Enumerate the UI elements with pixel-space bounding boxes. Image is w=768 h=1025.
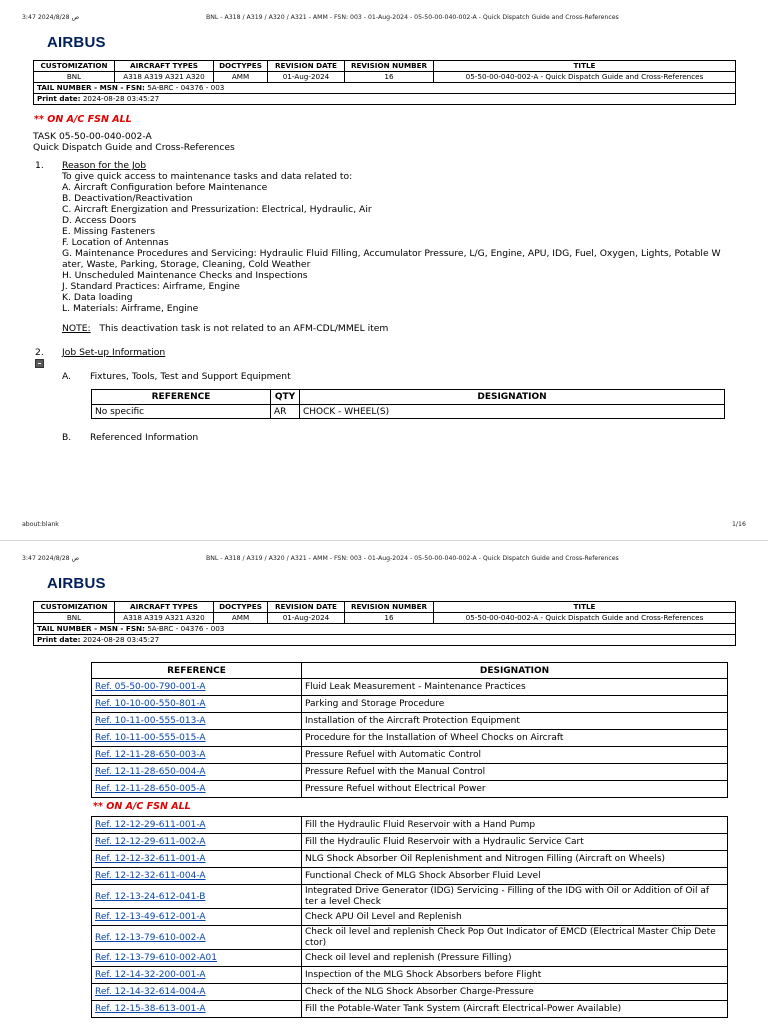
- reason-item: D. Access Doors: [62, 215, 137, 226]
- reason-item: F. Location of Antennas: [62, 237, 169, 248]
- table-row: [92, 885, 728, 909]
- meta-value: 05-50-00-040-002-A - Quick Dispatch Guide and Cross-References: [434, 613, 736, 624]
- table-row: [92, 730, 728, 747]
- table-row: No specific AR CHOCK - WHEEL(S): [92, 405, 725, 419]
- reason-item: L. Materials: Airframe, Engine: [62, 303, 199, 314]
- reference-designation: Check oil level and replenish Check Pop Out Indicator of EMCD (Electrical Master Chip Dete: [305, 926, 716, 937]
- reference-designation: Fluid Leak Measurement - Maintenance Practices: [305, 681, 526, 692]
- subsection-number: A.: [62, 371, 72, 382]
- reference-link[interactable]: Ref. 12-12-32-611-001-A: [95, 854, 206, 864]
- meta-value: 16: [345, 613, 434, 624]
- table-row: [92, 1001, 728, 1018]
- print-time: 3:47 ص 2024/8/28: [22, 555, 80, 562]
- section-heading: Job Set-up Information: [62, 347, 166, 358]
- table-row: [92, 781, 728, 798]
- meta-value: 16: [345, 72, 434, 83]
- table-row: [92, 984, 728, 1001]
- reference-link[interactable]: Ref. 12-15-38-613-001-A: [95, 1004, 206, 1014]
- task-title: Quick Dispatch Guide and Cross-References: [33, 142, 235, 153]
- fsn-applicability: ** ON A/C FSN ALL: [34, 114, 132, 125]
- print-doc-title: BNL - A318 / A319 / A320 / A321 - AMM - FSN: 003 - 01-Aug-2024 - 05-50-00-040-002-A - Quick Dispatch Guide and Cross-References: [206, 14, 619, 21]
- meta-value: A318 A319 A321 A320: [115, 613, 214, 624]
- collapse-icon[interactable]: [35, 359, 44, 368]
- reference-designation: Inspection of the MLG Shock Absorbers before Flight: [305, 969, 542, 980]
- reference-link[interactable]: Ref. 05-50-00-790-001-A: [95, 682, 206, 692]
- reference-link[interactable]: Ref. 12-14-32-200-001-A: [95, 970, 206, 980]
- meta-header: REVISION NUMBER: [345, 61, 434, 72]
- table-row: [92, 851, 728, 868]
- reference-link[interactable]: Ref. 10-10-00-550-801-A: [95, 699, 206, 709]
- meta-value: 05-50-00-040-002-A - Quick Dispatch Guide and Cross-References: [434, 72, 736, 83]
- reference-link[interactable]: Ref. 12-12-29-611-002-A: [95, 837, 206, 847]
- reference-link[interactable]: Ref. 12-11-28-650-004-A: [95, 767, 206, 777]
- reason-item: ater, Waste, Parking, Storage, Cleaning, Cold Weather: [62, 259, 311, 270]
- meta-header: CUSTOMIZATION: [34, 61, 115, 72]
- table-row: [92, 868, 728, 885]
- reference-designation: Check oil level and replenish (Pressure Filling): [305, 952, 512, 963]
- table-row: [92, 950, 728, 967]
- reason-item: E. Missing Fasteners: [62, 226, 155, 237]
- footer-page: 1/16: [732, 521, 746, 528]
- page-2: [0, 540, 768, 1025]
- reference-link[interactable]: Ref. 12-13-79-610-002-A01: [95, 953, 217, 963]
- meta-header: DOCTYPES: [214, 602, 268, 613]
- subsection-referenced: [33, 432, 199, 443]
- table-header: DESIGNATION: [302, 663, 728, 679]
- subsection-title: Fixtures, Tools, Test and Support Equipment: [90, 371, 291, 382]
- table-row: [92, 696, 728, 713]
- table-row: [92, 834, 728, 851]
- meta-header: AIRCRAFT TYPES: [115, 61, 214, 72]
- reason-item: C. Aircraft Energization and Pressurization: Electrical, Hydraulic, Air: [62, 204, 372, 215]
- reference-link[interactable]: Ref. 12-11-28-650-003-A: [95, 750, 206, 760]
- table-row: [92, 747, 728, 764]
- meta-header: REVISION DATE: [268, 602, 345, 613]
- reference-link[interactable]: Ref. 12-13-24-612-041-B: [95, 891, 206, 902]
- meta-value: A318 A319 A321 A320: [115, 72, 214, 83]
- reference-designation: Fill the Hydraulic Fluid Reservoir with a Hand Pump: [305, 819, 536, 830]
- references-table-fsn-all: [91, 816, 728, 1018]
- meta-header: TITLE: [434, 61, 736, 72]
- reference-link[interactable]: Ref. 12-13-49-612-001-A: [95, 912, 206, 922]
- reason-item: K. Data loading: [62, 292, 133, 303]
- subsection-number: B.: [62, 432, 72, 443]
- reason-item: B. Deactivation/Reactivation: [62, 193, 193, 204]
- meta-value: BNL: [34, 72, 115, 83]
- meta-table: [33, 60, 736, 105]
- reference-designation: Installation of the Aircraft Protection Equipment: [305, 715, 520, 726]
- tail-number-row: TAIL NUMBER - MSN - FSN: 5A-BRC - 04376 - 003: [34, 624, 736, 635]
- reason-item: G. Maintenance Procedures and Servicing: Hydraulic Fluid Filling, Accumulator Pressure, L/G, Engine, APU, IDG, Fuel, Oxygen, Lights, Potable W: [62, 248, 721, 259]
- tail-number-row: TAIL NUMBER - MSN - FSN: 5A-BRC - 04376 - 003: [34, 83, 736, 94]
- meta-header: TITLE: [434, 602, 736, 613]
- reference-link[interactable]: Ref. 12-12-29-611-001-A: [95, 820, 206, 830]
- fsn-applicability: ** ON A/C FSN ALL: [93, 801, 191, 812]
- reference-link[interactable]: Ref. 12-11-28-650-005-A: [95, 784, 206, 794]
- note-label: NOTE:: [62, 323, 91, 334]
- meta-value: AMM: [214, 613, 268, 624]
- table-row: [92, 764, 728, 781]
- table-row: [92, 926, 728, 950]
- print-doc-title: BNL - A318 / A319 / A320 / A321 - AMM - FSN: 003 - 01-Aug-2024 - 05-50-00-040-002-A - Quick Dispatch Guide and Cross-References: [206, 555, 619, 562]
- reference-designation: Fill the Hydraulic Fluid Reservoir with a Hydraulic Service Cart: [305, 836, 584, 847]
- meta-header: AIRCRAFT TYPES: [115, 602, 214, 613]
- reason-item: A. Aircraft Configuration before Maintenance: [62, 182, 268, 193]
- table-header: DESIGNATION: [300, 390, 725, 405]
- subsection-title: Referenced Information: [90, 432, 199, 443]
- meta-value: 01-Aug-2024: [268, 72, 345, 83]
- reference-link[interactable]: Ref. 12-12-32-611-004-A: [95, 871, 206, 881]
- reference-designation: Fill the Potable-Water Tank System (Aircraft Electrical-Power Available): [305, 1003, 622, 1014]
- meta-header: CUSTOMIZATION: [34, 602, 115, 613]
- footer-url: about:blank: [22, 521, 59, 528]
- reference-link[interactable]: Ref. 12-14-32-614-004-A: [95, 987, 206, 997]
- references-table: [91, 662, 728, 798]
- reference-designation: Check APU Oil Level and Replenish: [305, 911, 462, 922]
- reference-designation: Pressure Refuel without Electrical Power: [305, 783, 486, 794]
- reference-designation: Parking and Storage Procedure: [305, 698, 445, 709]
- reference-designation: Pressure Refuel with Automatic Control: [305, 749, 481, 760]
- meta-value: 01-Aug-2024: [268, 613, 345, 624]
- airbus-logo: AIRBUS: [47, 34, 106, 51]
- reference-link[interactable]: Ref. 10-11-00-555-015-A: [95, 733, 206, 743]
- note-text: This deactivation task is not related to an AFM-CDL/MMEL item: [99, 323, 389, 334]
- table-header: REFERENCE: [92, 390, 271, 405]
- section-heading: Reason for the Job: [62, 160, 147, 171]
- table-row: [92, 909, 728, 926]
- task-id: TASK 05-50-00-040-002-A: [33, 131, 152, 142]
- reference-designation: Integrated Drive Generator (IDG) Servicing - Filling of the IDG with Oil or Addition of Oil af: [305, 885, 710, 896]
- reference-designation: Check of the NLG Shock Absorber Charge-Pressure: [305, 986, 534, 997]
- section-number: 1.: [35, 160, 44, 171]
- meta-header: REVISION NUMBER: [345, 602, 434, 613]
- meta-table: [33, 601, 736, 646]
- reference-designation-cont: ctor): [305, 937, 327, 948]
- table-row: [92, 817, 728, 834]
- section-number: 2.: [35, 347, 44, 358]
- table-row: [92, 679, 728, 696]
- table-header: QTY: [271, 390, 300, 405]
- reason-item: J. Standard Practices: Airframe, Engine: [62, 281, 240, 292]
- section-intro: To give quick access to maintenance tasks and data related to:: [62, 171, 353, 182]
- task-heading: [33, 131, 235, 153]
- meta-header: REVISION DATE: [268, 61, 345, 72]
- reason-item: H. Unscheduled Maintenance Checks and Inspections: [62, 270, 308, 281]
- reference-designation: Pressure Refuel with the Manual Control: [305, 766, 486, 777]
- table-header: REFERENCE: [92, 663, 302, 679]
- tools-table: [91, 389, 725, 419]
- note: [62, 323, 733, 334]
- print-date-row: Print date: 2024-08-28 03:45:27: [34, 94, 736, 105]
- table-row: [92, 713, 728, 730]
- meta-value: AMM: [214, 72, 268, 83]
- subsection-tools: [33, 371, 291, 382]
- table-row: [92, 967, 728, 984]
- airbus-logo: AIRBUS: [47, 575, 106, 592]
- meta-value: BNL: [34, 613, 115, 624]
- reference-designation: Procedure for the Installation of Wheel Chocks on Aircraft: [305, 732, 564, 743]
- reference-link[interactable]: Ref. 10-11-00-555-013-A: [95, 716, 206, 726]
- print-date-row: Print date: 2024-08-28 03:45:27: [34, 635, 736, 646]
- reference-designation: Functional Check of MLG Shock Absorber Fluid Level: [305, 870, 541, 881]
- section-setup: [33, 347, 733, 358]
- print-time: 3:47 ص 2024/8/28: [22, 14, 80, 21]
- section-reason: [33, 160, 733, 334]
- reference-designation: NLG Shock Absorber Oil Replenishment and Nitrogen Filling (Aircraft on Wheels): [305, 853, 666, 864]
- meta-header: DOCTYPES: [214, 61, 268, 72]
- reference-link[interactable]: Ref. 12-13-79-610-002-A: [95, 932, 206, 943]
- reference-designation-cont: ter a level Check: [305, 896, 381, 907]
